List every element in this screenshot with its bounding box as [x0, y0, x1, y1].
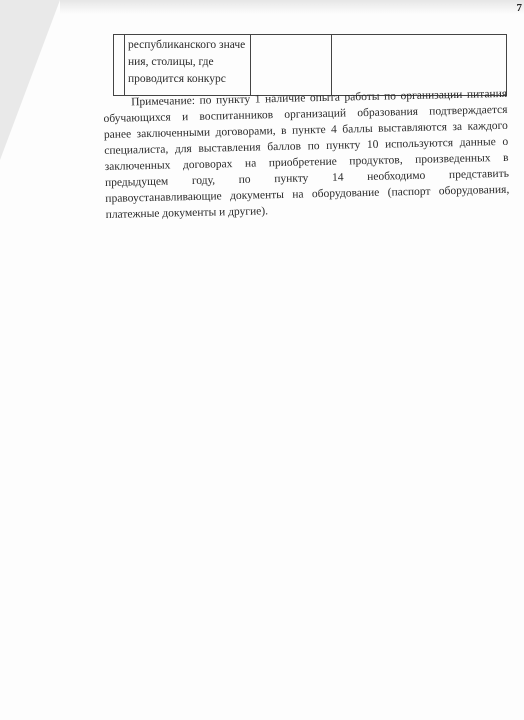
page-fold-shadow — [0, 0, 60, 160]
cell-line: республиканского значе — [128, 39, 246, 51]
table-cell-empty — [251, 35, 332, 96]
note-line: заключенных договорах на приобретение продуктов, произведенных в — [104, 151, 509, 173]
top-edge-shade — [60, 0, 524, 14]
table-cell-text — [125, 35, 251, 96]
note-line: предыдущем году, по пункту 14 необходимо представить — [104, 167, 510, 189]
note-line: Примечание: по пункту 1 наличие опыта работы по организации питания — [131, 87, 508, 109]
note-line: правоустанавливающие документы на оборудование (паспорт оборудования, — [105, 183, 510, 205]
cell-line: проводится конкурс — [128, 73, 226, 85]
note-line: ранее заключенными договорами, в пункте 4 баллы выставляются за каждого — [103, 119, 508, 141]
page-number: 7 — [516, 2, 522, 14]
note-line: обучающихся и воспитанников организаций образования подтверждается — [103, 103, 508, 125]
note-line: специалиста, для выставления баллов по пункту 10 используются данные о — [104, 135, 509, 157]
table-cell-empty — [114, 35, 125, 96]
note-paragraph — [103, 86, 510, 223]
note-line: платежные документы и другие). — [105, 205, 269, 221]
cell-line: ния, столицы, где — [128, 56, 214, 68]
